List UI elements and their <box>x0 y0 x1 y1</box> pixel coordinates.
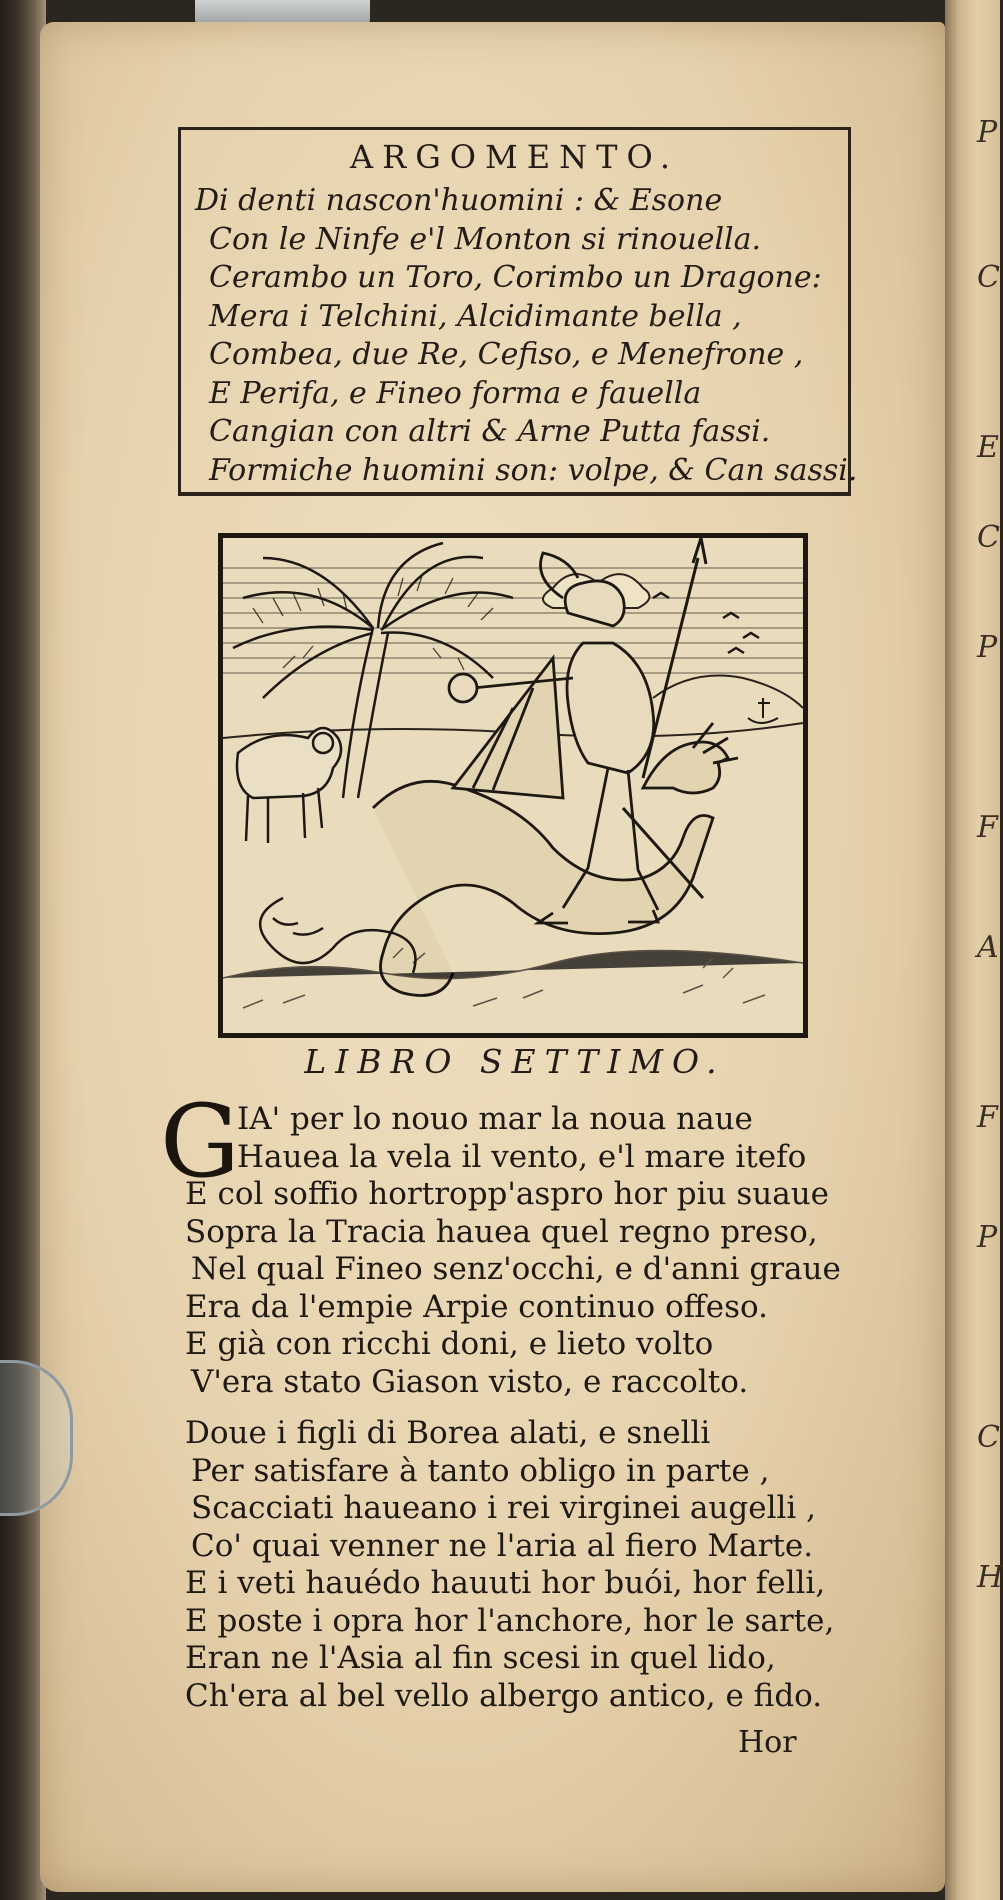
verse-line: V'era stato Giason visto, e raccolto. <box>191 1363 749 1400</box>
verse-line: Era da l'empie Arpie continuo offeso. <box>185 1288 768 1325</box>
argument-line: Cerambo un Toro, Corimbo un Dragone: <box>209 260 822 295</box>
verse-line: E poste i opra hor l'anchore, hor le sarte, <box>185 1602 835 1639</box>
argument-line: Cangian con altri & Arne Putta fassi. <box>209 414 771 449</box>
stanza-1 <box>185 1101 841 1401</box>
verse-line: Scacciati haueano i rei virginei augelli , <box>191 1490 817 1526</box>
verse-line: Nel qual Fineo senz'occhi, e d'anni graue <box>191 1251 841 1287</box>
verse-line: Per satisfare à tanto obligo in parte , <box>191 1452 770 1489</box>
argument-line: Combea, due Re, Cefiso, e Menefrone , <box>209 337 804 372</box>
verse-line: Sopra la Tracia hauea quel regno preso, <box>185 1213 818 1250</box>
verse-line: IA' per lo nouo mar la noua naue <box>237 1101 753 1137</box>
stanza-2 <box>185 1415 835 1715</box>
page-tab <box>195 0 370 24</box>
argument-line: E Perifa, e Fineo forma e fauella <box>209 375 702 411</box>
verse-line: Eran ne l'Asia al fin scesi in quel lido, <box>185 1640 776 1676</box>
verse-line: E i veti hauédo hauuti hor buói, hor felli, <box>185 1565 826 1601</box>
argument-line: Mera i Telchini, Alcidimante bella , <box>209 298 742 334</box>
verse-line: Doue i figli di Borea alati, e snelli <box>185 1415 711 1451</box>
verse-line: Ch'era al bel vello albergo antico, e fido. <box>185 1677 823 1714</box>
woodcut-illustration <box>218 533 808 1038</box>
argument-line: Di denti nascon'huomini : & Esone <box>195 183 723 218</box>
facing-page-edge: P C E C P F A F P C H <box>945 0 1000 1900</box>
book-title: LIBRO SETTIMO. <box>304 1042 726 1081</box>
argument-line: Formiche huomini son: volpe, & Can sassi. <box>209 452 858 488</box>
argument-line: Con le Ninfe e'l Monton si rinouella. <box>209 221 762 257</box>
argument-title: ARGOMENTO. <box>350 138 679 176</box>
drop-cap: G <box>160 1083 240 1200</box>
argument-box <box>178 127 858 496</box>
verse-line: Hauea la vela il vento, e'l mare itefo <box>237 1138 807 1175</box>
catchword: Hor <box>738 1725 797 1760</box>
verse-line: E già con ricchi doni, e lieto volto <box>185 1326 714 1362</box>
woodcut-scene <box>223 538 803 1033</box>
verse-line: Co' quai venner ne l'aria al fiero Marte. <box>191 1527 814 1564</box>
verse-line: E col soffio hortropp'aspro hor piu suaue <box>185 1176 830 1212</box>
argument-verses <box>195 182 858 490</box>
